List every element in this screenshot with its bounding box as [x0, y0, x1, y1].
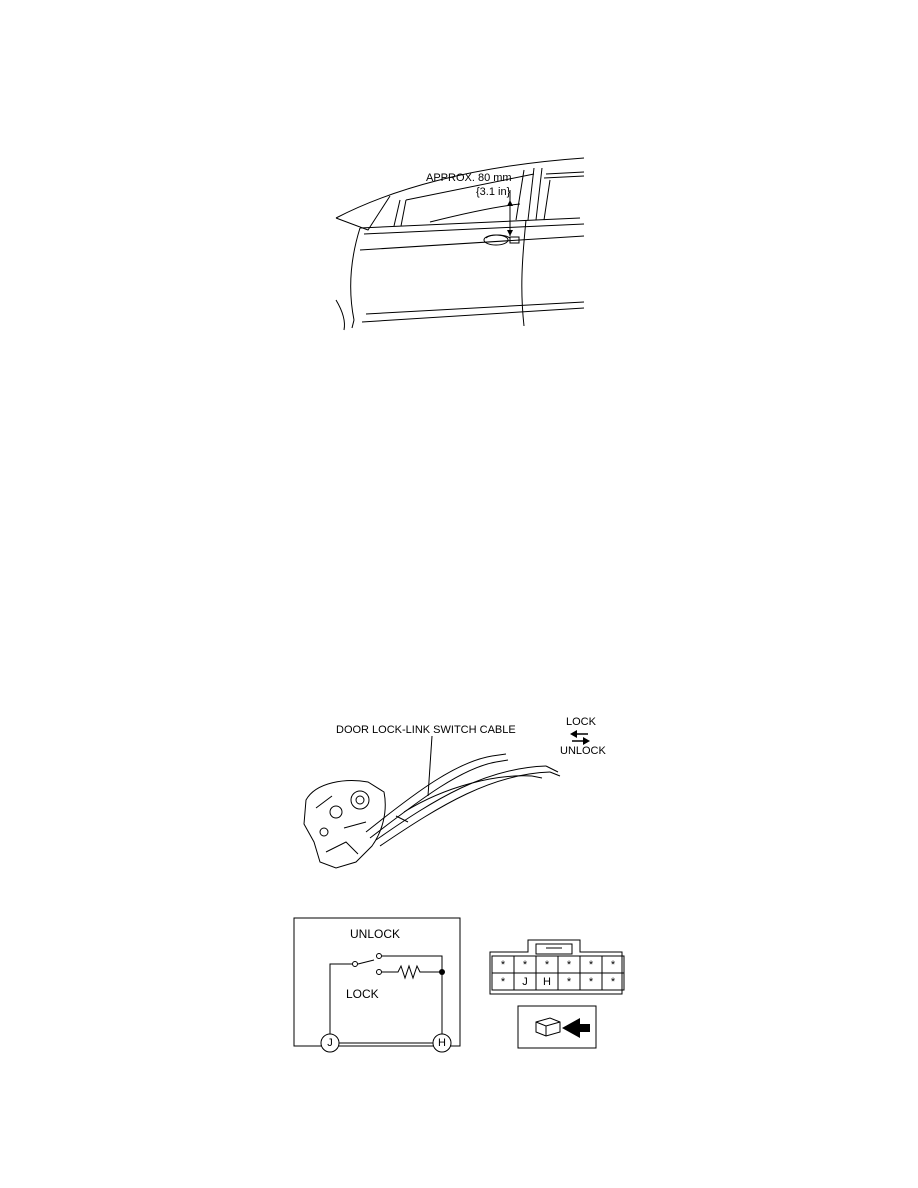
view-direction-arrow-icon	[562, 1018, 590, 1038]
connector-pin-label: *	[588, 976, 594, 988]
door-lock-illustration	[296, 712, 612, 880]
connector-pinout-diagram	[484, 936, 630, 1052]
svg-text:J: J	[327, 1037, 333, 1049]
car-door-illustration	[330, 150, 590, 332]
connector-pin-label: *	[500, 959, 506, 971]
terminal-h	[433, 1034, 451, 1052]
connector-pin-label: *	[544, 959, 550, 971]
connector-pin-label: *	[610, 976, 616, 988]
connector-pin-label: *	[500, 976, 506, 988]
unlock-label: UNLOCK	[350, 927, 401, 941]
connector-pin-label: *	[566, 959, 572, 971]
terminal-j	[321, 1034, 339, 1052]
connector-pin-label: *	[566, 976, 572, 988]
lock-label: LOCK	[346, 987, 379, 1001]
connector-pin-label: *	[610, 959, 616, 971]
lock-direction-label: LOCK	[566, 716, 596, 728]
connector-pin-label: J	[522, 976, 528, 988]
unlock-direction-label: UNLOCK	[560, 745, 606, 757]
connector-pin-label: *	[588, 959, 594, 971]
unlock-arrow-icon	[572, 737, 590, 745]
dimension-label-inch: {3.1 in}	[476, 186, 511, 198]
dimension-label: APPROX. 80 mm	[426, 172, 512, 184]
connector-pin-label: H	[543, 976, 551, 988]
svg-text:H: H	[438, 1037, 446, 1049]
cable-label: DOOR LOCK-LINK SWITCH CABLE	[336, 724, 516, 736]
lock-arrow-icon	[570, 730, 588, 738]
switch-circuit-diagram	[286, 910, 466, 1060]
connector-pin-label: *	[522, 959, 528, 971]
